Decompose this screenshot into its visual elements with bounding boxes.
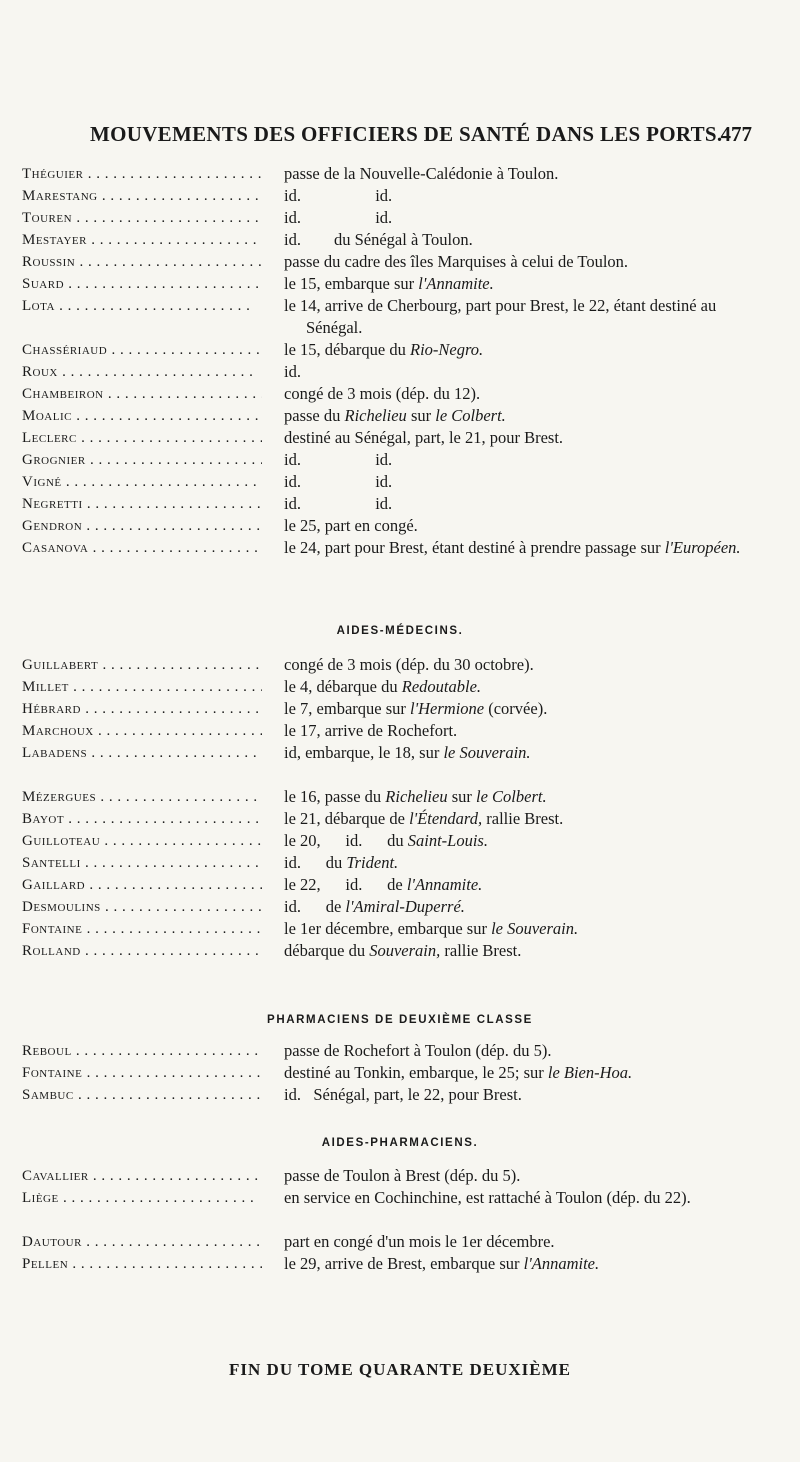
movement-text	[284, 493, 744, 515]
page-number: 477	[720, 122, 752, 146]
ship-name: l'Amiral-Duperré.	[345, 897, 465, 916]
entry-row	[0, 273, 800, 295]
movement-text	[284, 185, 744, 207]
ship-name: le Colbert.	[435, 406, 506, 425]
officer-name: Millet . . .	[22, 676, 262, 698]
officer-name: Negretti . . .	[22, 493, 262, 515]
movement-part: id. id.	[284, 186, 393, 205]
movement-part: le 21, débarque de	[284, 809, 410, 828]
movement-text	[284, 1187, 744, 1209]
officer-name: Sambuc . . .	[22, 1084, 262, 1106]
movement-part: le 1er décembre, embarque sur	[284, 919, 492, 938]
movement-part: le 24, part pour Brest, étant destiné à prendre passage sur	[284, 538, 665, 557]
movement-part: passe de la Nouvelle-Calédonie à Toulon.	[284, 164, 559, 183]
movement-part: id. id.	[284, 208, 393, 227]
entry-row	[0, 1165, 800, 1187]
movement-text	[284, 676, 744, 698]
entry-row	[0, 830, 800, 852]
entry-row	[0, 940, 800, 962]
ship-name: Richelieu	[344, 406, 407, 425]
entry-row	[0, 295, 800, 339]
movement-part: le 22, id. de	[284, 875, 407, 894]
end-of-volume: FIN DU TOME QUARANTE DEUXIÈME	[229, 1360, 571, 1379]
entry-row	[0, 896, 800, 918]
ship-name: l'Européen.	[664, 538, 741, 557]
movement-part: id. du Sénégal à Toulon.	[284, 230, 473, 249]
section-pharmaciens	[0, 1040, 800, 1106]
officer-name: Rolland . . .	[22, 940, 262, 962]
movement-text	[284, 449, 744, 471]
movement-text	[284, 295, 744, 339]
movement-part: le 20, id. du	[284, 831, 408, 850]
movement-part: id.	[284, 362, 301, 381]
entry-row	[0, 1040, 800, 1062]
movement-text	[284, 874, 744, 896]
movement-text	[284, 918, 744, 940]
movement-text	[284, 207, 744, 229]
movement-text	[284, 808, 744, 830]
entry-row	[0, 427, 800, 449]
movement-text	[284, 1084, 744, 1106]
movement-part: passe du	[284, 406, 345, 425]
movement-text	[284, 515, 744, 537]
movement-text	[284, 1040, 744, 1062]
entry-row	[0, 852, 800, 874]
movement-text	[284, 537, 744, 559]
ship-name: Rio-Negro.	[410, 340, 484, 359]
officer-name: Bayot . . .	[22, 808, 262, 830]
entry-row	[0, 449, 800, 471]
section-aides-pharmaciens	[0, 1165, 800, 1275]
movement-part: sur	[447, 787, 477, 806]
officer-name: Mézergues . . .	[22, 786, 262, 808]
movement-part: id, embarque, le 18, sur	[284, 743, 444, 762]
movement-part: id. Sénégal, part, le 22, pour Brest.	[284, 1085, 522, 1104]
movement-part: congé de 3 mois (dép. du 12).	[284, 384, 481, 403]
movement-part: le 17, arrive de Rochefort.	[284, 721, 458, 740]
officer-name: Marchoux . . .	[22, 720, 262, 742]
entry-row	[0, 676, 800, 698]
movement-part: le 7, embarque sur	[284, 699, 410, 718]
movement-part: le 25, part en congé.	[284, 516, 418, 535]
officer-name: Théguier . . .	[22, 163, 262, 185]
movement-part: le 15, débarque du	[284, 340, 410, 359]
officer-name: Casanova . . .	[22, 537, 262, 559]
officer-name: Desmoulins . . .	[22, 896, 262, 918]
officer-name: Cavallier . . .	[22, 1165, 262, 1187]
section-aides-medecins	[0, 654, 800, 962]
movement-part: le 29, arrive de Brest, embarque sur	[284, 1254, 524, 1273]
entry-row	[0, 742, 800, 786]
officer-name: Labadens . . .	[22, 742, 262, 764]
movement-part: le 14, arrive de Cherbourg, part pour Brest, le 22, étant destiné au Sénégal.	[284, 296, 721, 337]
movement-part: (corvée).	[484, 699, 548, 718]
movement-text	[284, 1062, 744, 1084]
running-title: MOUVEMENTS DES OFFICIERS DE SANTÉ DANS LES PORTS.	[90, 122, 723, 146]
entry-row	[0, 229, 800, 251]
officer-name: Grognier . . .	[22, 449, 262, 471]
ship-name: le Souverain.	[443, 743, 531, 762]
officer-name: Vigné . . .	[22, 471, 262, 493]
movement-text	[284, 1231, 744, 1253]
ship-name: l'Étendard,	[409, 809, 483, 828]
movement-part: passe de Rochefort à Toulon (dép. du 5).	[284, 1041, 552, 1060]
movement-part: le 16, passe du	[284, 787, 386, 806]
ship-name: Redoutable.	[401, 677, 482, 696]
ship-name: Souverain,	[369, 941, 441, 960]
ship-name: l'Annamite.	[418, 274, 494, 293]
movement-text	[284, 896, 744, 918]
entry-row	[0, 339, 800, 361]
movement-part: id. du	[284, 853, 347, 872]
movement-part: passe de Toulon à Brest (dép. du 5).	[284, 1166, 521, 1185]
ship-name: Saint-Louis.	[407, 831, 488, 850]
movement-part: id. de	[284, 897, 346, 916]
movement-text	[284, 427, 744, 449]
movement-part: id. id.	[284, 472, 393, 491]
movement-part: le 4, débarque du	[284, 677, 402, 696]
movement-part: id. id.	[284, 494, 393, 513]
entry-row	[0, 207, 800, 229]
movement-text	[284, 339, 744, 361]
officer-name: Guilloteau . . .	[22, 830, 262, 852]
movement-text	[284, 1253, 744, 1275]
heading-aides-medecins: AIDES-MÉDECINS.	[336, 625, 464, 637]
entry-row	[0, 515, 800, 537]
entry-row	[0, 1187, 800, 1231]
entry-row	[0, 918, 800, 940]
ship-name: Richelieu	[385, 787, 448, 806]
ship-name: l'Annamite.	[523, 1254, 600, 1273]
officer-name: Guillabert . . .	[22, 654, 262, 676]
entry-row	[0, 1062, 800, 1084]
entry-row	[0, 383, 800, 405]
movement-text	[284, 940, 744, 962]
entry-row	[0, 537, 800, 581]
movement-part: le 15, embarque sur	[284, 274, 419, 293]
officer-name: Chambeiron . . .	[22, 383, 262, 405]
officer-name: Roussin . . .	[22, 251, 262, 273]
ship-name: Trident.	[346, 853, 399, 872]
section-medecins	[0, 163, 800, 581]
ship-name: le Souverain.	[491, 919, 579, 938]
officer-name: Reboul . . .	[22, 1040, 262, 1062]
entry-row	[0, 720, 800, 742]
officer-name: Marestang . . .	[22, 185, 262, 207]
officer-name: Moalic . . .	[22, 405, 262, 427]
officer-name: Lota . . .	[22, 295, 262, 317]
entry-row	[0, 185, 800, 207]
entry-row	[0, 405, 800, 427]
movement-part: rallie Brest.	[482, 809, 564, 828]
officer-name: Roux . . .	[22, 361, 262, 383]
officer-name: Santelli . . .	[22, 852, 262, 874]
entry-row	[0, 251, 800, 273]
entry-row	[0, 874, 800, 896]
movement-text	[284, 273, 744, 295]
heading-pharmaciens: PHARMACIENS DE DEUXIÈME CLASSE	[267, 1014, 533, 1026]
movement-part: part en congé d'un mois le 1er décembre.	[284, 1232, 555, 1251]
movement-part: sur	[406, 406, 436, 425]
entry-row	[0, 1084, 800, 1106]
movement-text	[284, 229, 744, 251]
movement-part: id. id.	[284, 450, 393, 469]
movement-part: en service en Cochinchine, est rattaché à Toulon (dép. du 22).	[284, 1188, 691, 1207]
entry-row	[0, 654, 800, 676]
movement-text	[284, 361, 744, 383]
entry-row	[0, 808, 800, 830]
entry-row	[0, 1231, 800, 1253]
officer-name: Dautour . . .	[22, 1231, 262, 1253]
ship-name: le Bien-Hoa.	[547, 1063, 633, 1082]
officer-name: Hébrard . . .	[22, 698, 262, 720]
movement-part: débarque du	[284, 941, 370, 960]
entry-row	[0, 786, 800, 808]
officer-name: Gaillard . . .	[22, 874, 262, 896]
movement-part: destiné au Tonkin, embarque, le 25; sur	[284, 1063, 548, 1082]
officer-name: Suard . . .	[22, 273, 262, 295]
entry-row	[0, 1253, 800, 1275]
officer-name: Mestayer . . .	[22, 229, 262, 251]
movement-text	[284, 251, 744, 273]
movement-text	[284, 852, 744, 874]
ship-name: l'Hermione	[410, 699, 485, 718]
entry-row	[0, 163, 800, 185]
officer-name: Fontaine . . .	[22, 918, 262, 940]
movement-text	[284, 654, 744, 676]
movement-text	[284, 720, 744, 742]
ship-name: l'Annamite.	[406, 875, 483, 894]
officer-name: Liège . . .	[22, 1187, 262, 1209]
officer-name: Gendron . . .	[22, 515, 262, 537]
movement-text	[284, 830, 744, 852]
movement-part: passe du cadre des îles Marquises à celui de Toulon.	[284, 252, 629, 271]
entry-row	[0, 471, 800, 493]
movement-text	[284, 786, 744, 808]
officer-name: Touren . . .	[22, 207, 262, 229]
officer-name: Fontaine . . .	[22, 1062, 262, 1084]
movement-text	[284, 163, 744, 185]
movement-text	[284, 383, 744, 405]
entry-row	[0, 361, 800, 383]
movement-part: destiné au Sénégal, part, le 21, pour Brest.	[284, 428, 564, 447]
movement-text	[284, 471, 744, 493]
movement-text	[284, 405, 744, 427]
officer-name: Pellen . . .	[22, 1253, 262, 1275]
entry-row	[0, 493, 800, 515]
heading-aides-pharmaciens: AIDES-PHARMACIENS.	[321, 1137, 479, 1149]
movement-text	[284, 698, 744, 720]
officer-name: Leclerc . . .	[22, 427, 262, 449]
movement-part: rallie Brest.	[440, 941, 522, 960]
movement-part: congé de 3 mois (dép. du 30 octobre).	[284, 655, 534, 674]
movement-text	[284, 742, 744, 764]
entry-row	[0, 698, 800, 720]
officer-name: Chassériaud . . .	[22, 339, 262, 361]
ship-name: le Colbert.	[476, 787, 547, 806]
movement-text	[284, 1165, 744, 1187]
page-header	[90, 122, 760, 156]
